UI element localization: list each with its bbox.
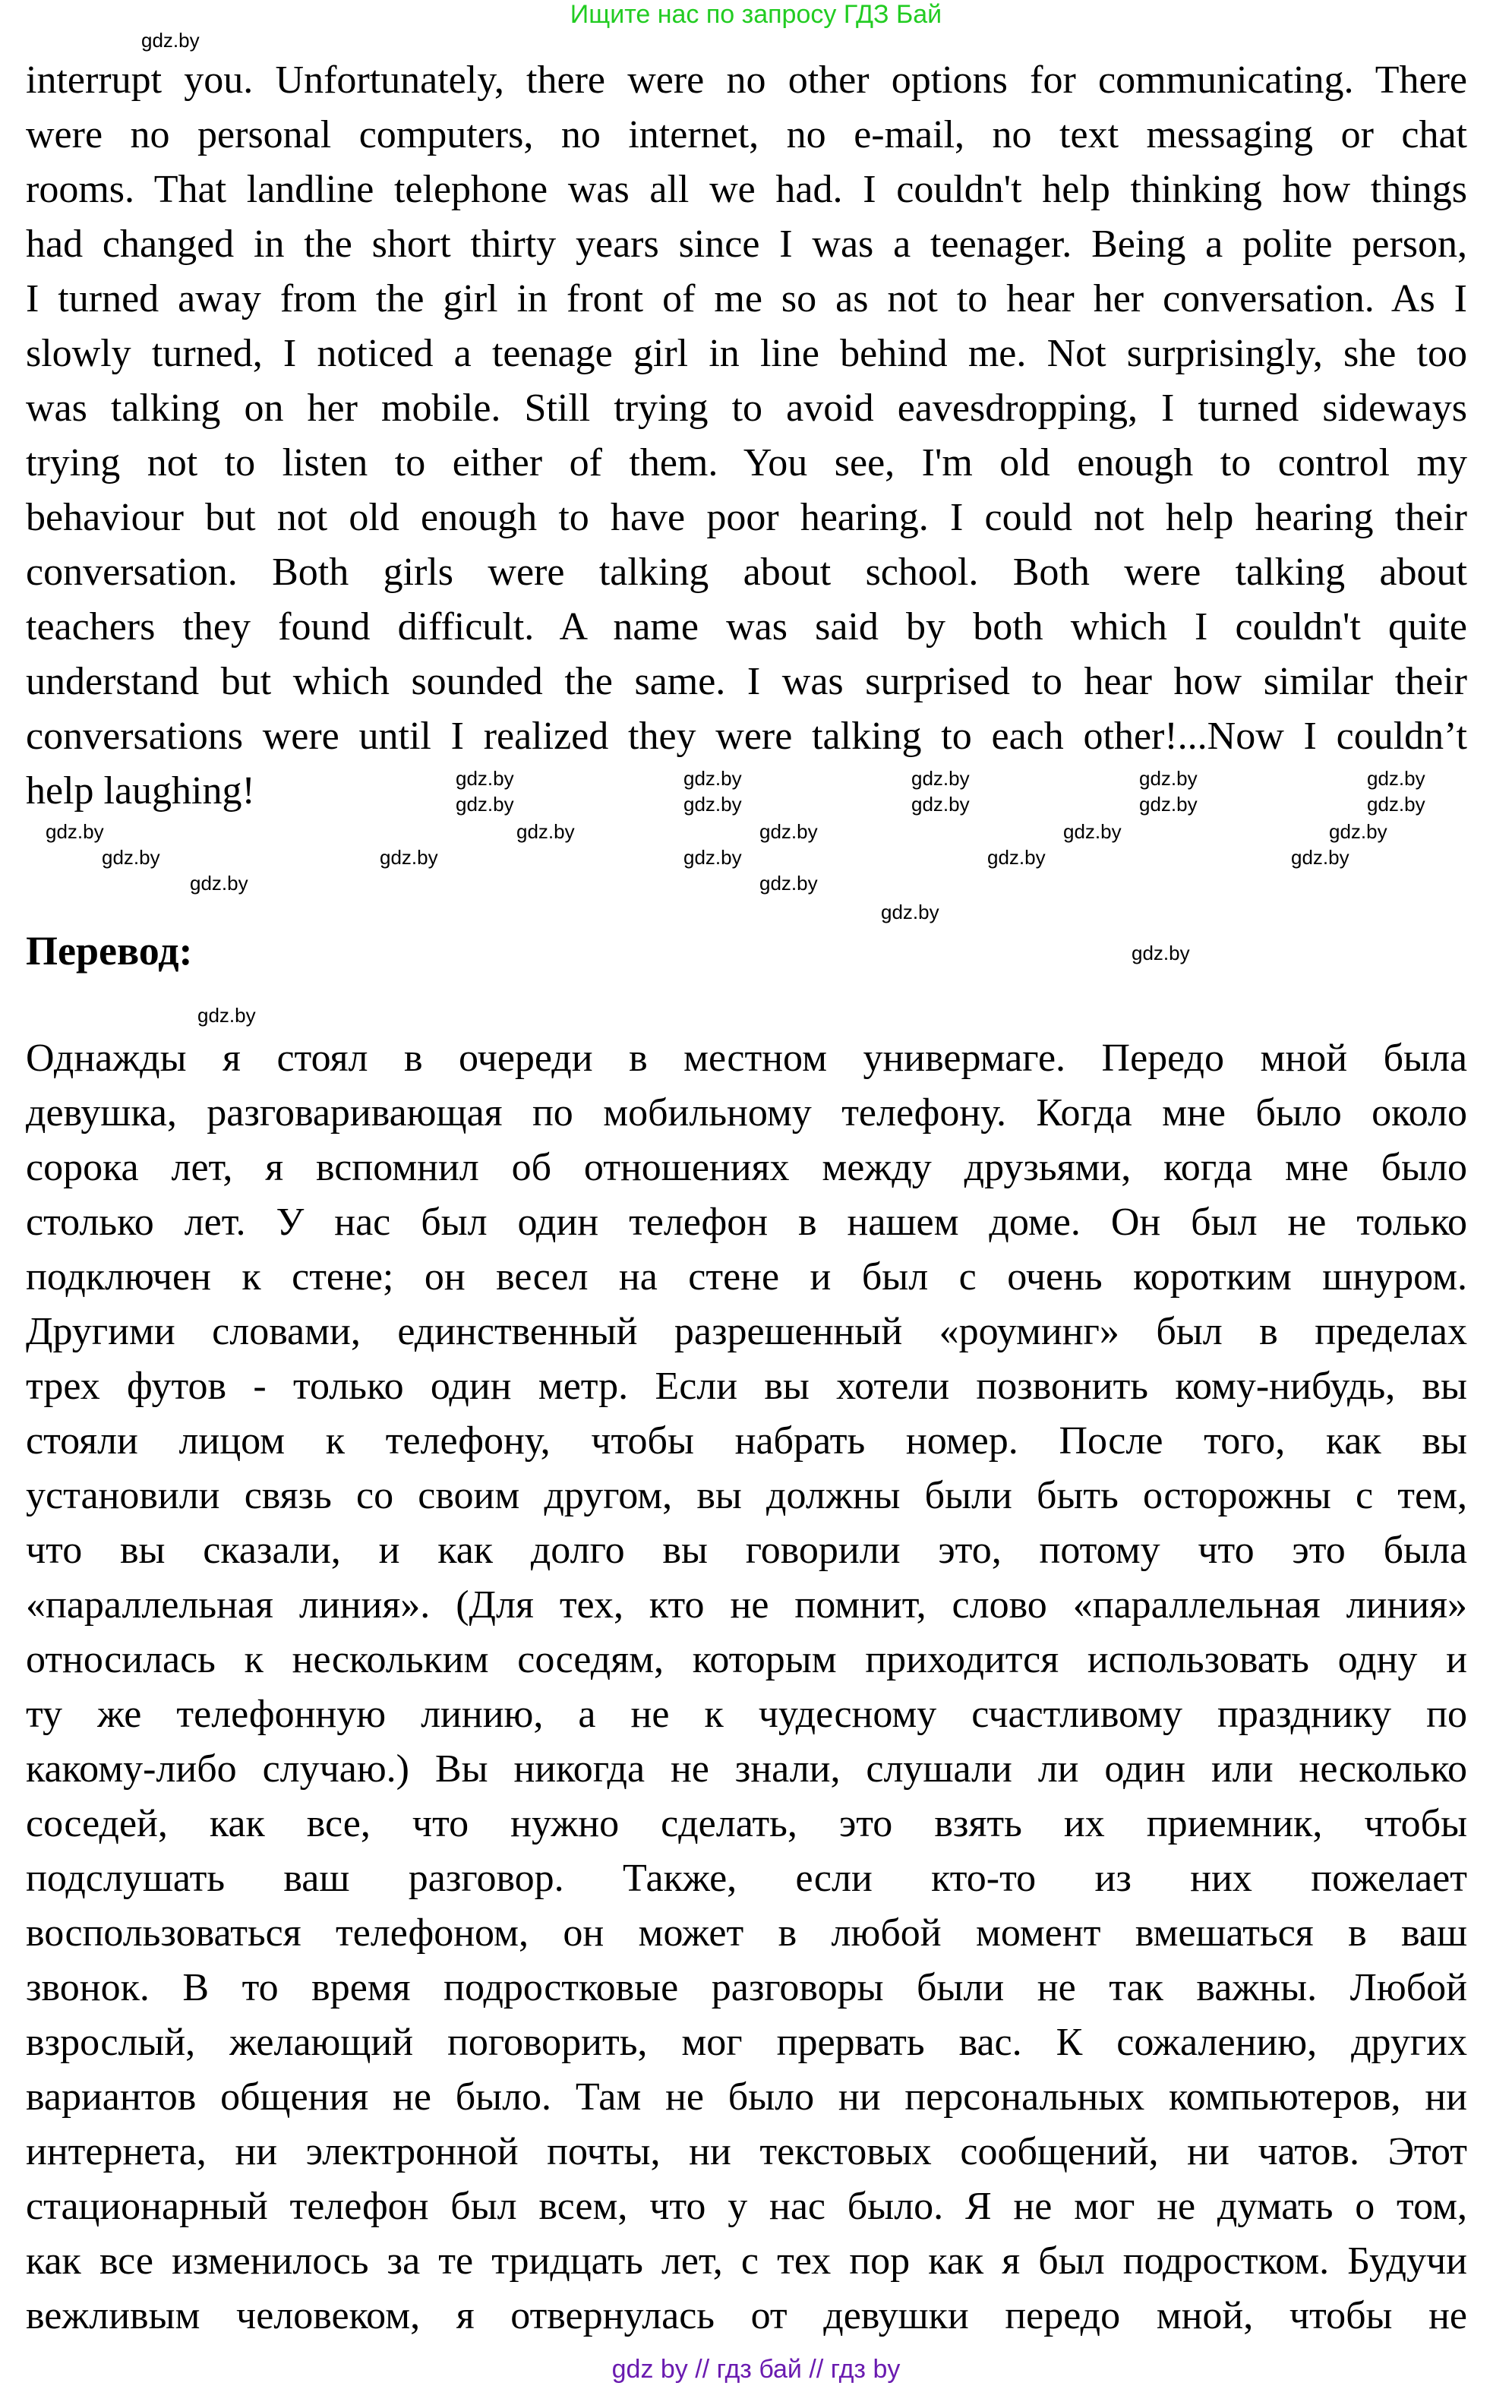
watermark: gdz.by bbox=[1139, 793, 1198, 816]
text-line: Однажды я стоял в очереди в местном универмаге. Передо мной была bbox=[26, 1037, 1467, 1080]
watermark: gdz.by bbox=[881, 901, 939, 923]
watermark: gdz.by bbox=[1132, 942, 1190, 964]
watermark: gdz.by bbox=[1367, 793, 1425, 816]
text-line: как все изменилось за те тридцать лет, с тех пор как я был подростком. Будучи bbox=[26, 2239, 1467, 2283]
watermark: gdz.by bbox=[683, 846, 742, 869]
watermark: gdz.by bbox=[683, 767, 742, 790]
text-line: относилась к нескольким соседям, которым приходится использовать одну и bbox=[26, 1638, 1467, 1681]
text-line: интернета, ни электронной почты, ни текстовых сообщений, ни чатов. Этот bbox=[26, 2130, 1467, 2173]
watermark: gdz.by bbox=[911, 767, 970, 790]
search-banner: Ищите нас по запросу ГДЗ Бай bbox=[570, 0, 942, 29]
text-line: understand but which sounded the same. I was surprised to hear how similar their bbox=[26, 660, 1467, 703]
text-line: трех футов - только один метр. Если вы хотели позвонить кому-нибудь, вы bbox=[26, 1365, 1467, 1408]
text-line: I turned away from the girl in front of me so as not to hear her conversation. As I bbox=[26, 277, 1467, 320]
text-line: подключен к стене; он весел на стене и был с очень коротким шнуром. bbox=[26, 1255, 1467, 1299]
watermark: gdz.by bbox=[456, 767, 514, 790]
watermark: gdz.by bbox=[456, 793, 514, 816]
text-line: стационарный телефон был всем, что у нас было. Я не мог не думать о том, bbox=[26, 2185, 1467, 2228]
text-line: interrupt you. Unfortunately, there were no other options for communicating. There bbox=[26, 58, 1467, 102]
watermark: gdz.by bbox=[683, 793, 742, 816]
text-line: установили связь со своим другом, вы должны были быть осторожны с тем, bbox=[26, 1474, 1467, 1517]
text-line: ту же телефонную линию, а не к чудесному счастливому празднику по bbox=[26, 1693, 1467, 1736]
watermark: gdz.by bbox=[102, 846, 160, 869]
text-line: девушка, разговаривающая по мобильному телефону. Когда мне было около bbox=[26, 1091, 1467, 1135]
text-line: conversation. Both girls were talking about school. Both were talking about bbox=[26, 551, 1467, 594]
text-line: что вы сказали, и как долго вы говорили это, потому что это была bbox=[26, 1529, 1467, 1572]
text-line: rooms. That landline telephone was all we had. I couldn't help thinking how things bbox=[26, 168, 1467, 211]
text-line: воспользоваться телефоном, он может в любой момент вмешаться в ваш bbox=[26, 1911, 1467, 1955]
watermark: gdz.by bbox=[987, 846, 1046, 869]
footer-links[interactable]: gdz by // гдз бай // гдз by bbox=[611, 2355, 901, 2384]
text-line: какому-либо случаю.) Вы никогда не знали, слушали ли один или несколько bbox=[26, 1747, 1467, 1791]
watermark: gdz.by bbox=[1063, 820, 1122, 843]
text-line: взрослый, желающий поговорить, мог прервать вас. К сожалению, других bbox=[26, 2021, 1467, 2064]
watermark: gdz.by bbox=[1139, 767, 1198, 790]
text-line: «параллельная линия». (Для тех, кто не помнит, слово «параллельная линия» bbox=[26, 1583, 1467, 1627]
text-line: teachers they found difficult. A name was said by both which I couldn't quite bbox=[26, 605, 1467, 649]
watermark: gdz.by bbox=[1367, 767, 1425, 790]
watermark: gdz.by bbox=[46, 820, 104, 843]
watermark: gdz.by bbox=[1329, 820, 1387, 843]
text-line: вариантов общения не было. Там не было ни персональных компьютеров, ни bbox=[26, 2075, 1467, 2119]
text-line: вежливым человеком, я отвернулась от девушки передо мной, чтобы не bbox=[26, 2294, 1467, 2337]
text-line: trying not to listen to either of them. You see, I'm old enough to control my bbox=[26, 441, 1467, 484]
text-line: Другими словами, единственный разрешенный «роуминг» был в пределах bbox=[26, 1310, 1467, 1353]
watermark: gdz.by bbox=[1291, 846, 1349, 869]
text-line: подслушать ваш разговор. Также, если кто-то из них пожелает bbox=[26, 1857, 1467, 1900]
watermark: gdz.by bbox=[190, 872, 248, 895]
text-line: соседей, как все, что нужно сделать, это взять их приемник, чтобы bbox=[26, 1802, 1467, 1845]
watermark: gdz.by bbox=[141, 29, 200, 52]
text-line: was talking on her mobile. Still trying to avoid eavesdropping, I turned sideways bbox=[26, 387, 1467, 430]
watermark: gdz.by bbox=[516, 820, 575, 843]
watermark: gdz.by bbox=[197, 1004, 256, 1027]
watermark: gdz.by bbox=[380, 846, 438, 869]
watermark: gdz.by bbox=[911, 793, 970, 816]
text-line: столько лет. У нас был один телефон в нашем доме. Он был не только bbox=[26, 1201, 1467, 1244]
text-line: behaviour but not old enough to have poor hearing. I could not help hearing their bbox=[26, 496, 1467, 539]
text-line: slowly turned, I noticed a teenage girl in line behind me. Not surprisingly, she too bbox=[26, 332, 1467, 375]
text-line: звонок. В то время подростковые разговоры были не так важны. Любой bbox=[26, 1966, 1467, 2009]
text-line: were no personal computers, no internet, no e-mail, no text messaging or chat bbox=[26, 113, 1467, 156]
text-line: сорока лет, я вспомнил об отношениях между друзьями, когда мне было bbox=[26, 1146, 1467, 1189]
watermark: gdz.by bbox=[759, 820, 818, 843]
watermark: gdz.by bbox=[759, 872, 818, 895]
text-line: had changed in the short thirty years since I was a teenager. Being a polite person, bbox=[26, 222, 1467, 266]
text-line: стояли лицом к телефону, чтобы набрать номер. После того, как вы bbox=[26, 1419, 1467, 1463]
translation-heading: Перевод: bbox=[26, 928, 193, 974]
text-line: conversations were until I realized they were talking to each other!...Now I couldn’t bbox=[26, 715, 1467, 758]
text-line: help laughing! bbox=[26, 769, 255, 813]
